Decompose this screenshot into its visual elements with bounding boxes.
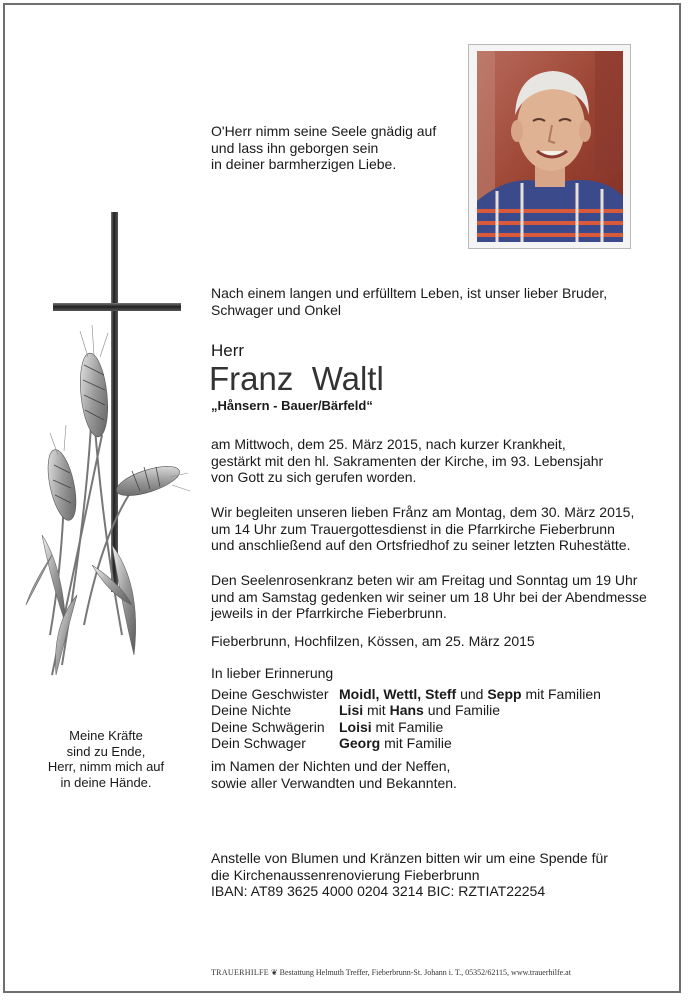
relative-row <box>211 719 601 735</box>
closing-line: sowie aller Verwandten und Bekannten. <box>211 774 457 791</box>
relative-row <box>211 735 601 751</box>
paragraph-line: jeweils in der Pfarrkirche Fieberbrunn. <box>211 605 447 621</box>
footer-imprint <box>211 968 571 977</box>
paragraph-line: und anschließend auf den Ortsfriedhof zu seiner letzten Ruhestätte. <box>211 537 631 553</box>
rosary-paragraph <box>211 572 647 622</box>
deceased-name: Franz Waltl <box>209 360 384 397</box>
donation-line: Anstelle von Blumen und Kränzen bitten wir um eine Spende für <box>211 850 608 866</box>
footer-brand: TRAUERHILFE <box>211 968 269 977</box>
funeral-paragraph <box>211 504 634 554</box>
relative-text: mit <box>363 702 390 719</box>
footer-text: Bestattung Helmuth Treffer, Fieberbrunn-St. Johann i. T., 05352/62115, www.trauerhilfe.at <box>279 968 571 977</box>
paragraph-line: Wir begleiten unseren lieben Frånz am Montag, dem 30. März 2015, <box>211 504 635 520</box>
relatives-list <box>211 686 601 751</box>
relative-label: Deine Nichte <box>211 702 292 719</box>
relative-names: Georg <box>339 734 381 751</box>
relative-names: Lisi <box>339 702 364 719</box>
portrait-photo <box>477 51 623 242</box>
paragraph-line: um 14 Uhr zum Trauergottesdienst in die Pfarrkirche Fieberbrunn <box>211 520 615 537</box>
leaf-icon: ❦ <box>270 968 278 977</box>
place-date: Fieberbrunn, Hochfilzen, Kössen, am 25. März 2015 <box>211 633 535 649</box>
verse-line: sind zu Ende, <box>66 743 146 759</box>
relative-label: Dein Schwager <box>211 734 306 751</box>
relative-names: Sepp <box>487 686 522 702</box>
memory-title: In lieber Erinnerung <box>211 665 334 681</box>
cross-wheat-illustration <box>22 205 192 685</box>
paragraph-line: Den Seelenrosenkranz beten wir am Freitag und Sonntag um 19 Uhr <box>211 572 638 588</box>
relative-names: Loisi <box>339 718 372 735</box>
prayer-line: O'Herr nimm seine Seele gnädig auf <box>211 123 437 139</box>
paragraph-line: und am Samstag gedenken wir seiner um 18 Uhr bei der Abendmesse <box>211 588 647 605</box>
relative-text: mit Familie <box>380 734 452 751</box>
prayer-text <box>211 123 436 173</box>
relative-row <box>211 686 601 702</box>
verse-line: Meine Kräfte <box>69 728 143 743</box>
paragraph-line: gestärkt mit den hl. Sakramenten der Kirche, im 93. Lebensjahr <box>211 452 604 469</box>
relative-text: mit Familien <box>521 686 601 702</box>
donation-text <box>211 850 608 900</box>
side-verse <box>40 728 172 790</box>
prayer-line: und lass ihn geborgen sein <box>211 139 379 156</box>
intro-line: Schwager und Onkel <box>211 301 341 318</box>
closing-text <box>211 758 457 791</box>
prayer-line: in deiner barmherzigen Liebe. <box>211 156 397 172</box>
intro-text <box>211 285 607 318</box>
relative-text: mit Familie <box>371 718 444 735</box>
relative-text: und <box>456 686 488 702</box>
salutation: Herr <box>211 341 245 360</box>
deceased-nickname: „Hånsern - Bauer/Bärfeld“ <box>211 398 373 413</box>
relative-names: Hans <box>389 702 424 719</box>
verse-line: Herr, nimm mich auf <box>47 759 165 774</box>
verse-line: in deine Hände. <box>60 774 152 790</box>
relative-text: und Familie <box>423 702 501 719</box>
relative-names: Moidl, Wettl, Steff <box>339 686 457 702</box>
death-paragraph <box>211 436 603 486</box>
paragraph-line: am Mittwoch, dem 25. März 2015, nach kurzer Krankheit, <box>211 436 566 452</box>
donation-line: IBAN: AT89 3625 4000 0204 3214 BIC: RZTIAT22254 <box>211 883 546 899</box>
relative-row <box>211 702 601 718</box>
intro-line: Nach einem langen und erfülltem Leben, ist unser lieber Bruder, <box>211 285 608 301</box>
relative-label: Deine Schwägerin <box>211 718 325 735</box>
paragraph-line: von Gott zu sich gerufen worden. <box>211 469 417 485</box>
relative-label: Deine Geschwister <box>211 686 329 702</box>
closing-line: im Namen der Nichten und der Neffen, <box>211 758 451 774</box>
donation-line: die Kirchenaussenrenovierung Fieberbrunn <box>211 866 480 883</box>
